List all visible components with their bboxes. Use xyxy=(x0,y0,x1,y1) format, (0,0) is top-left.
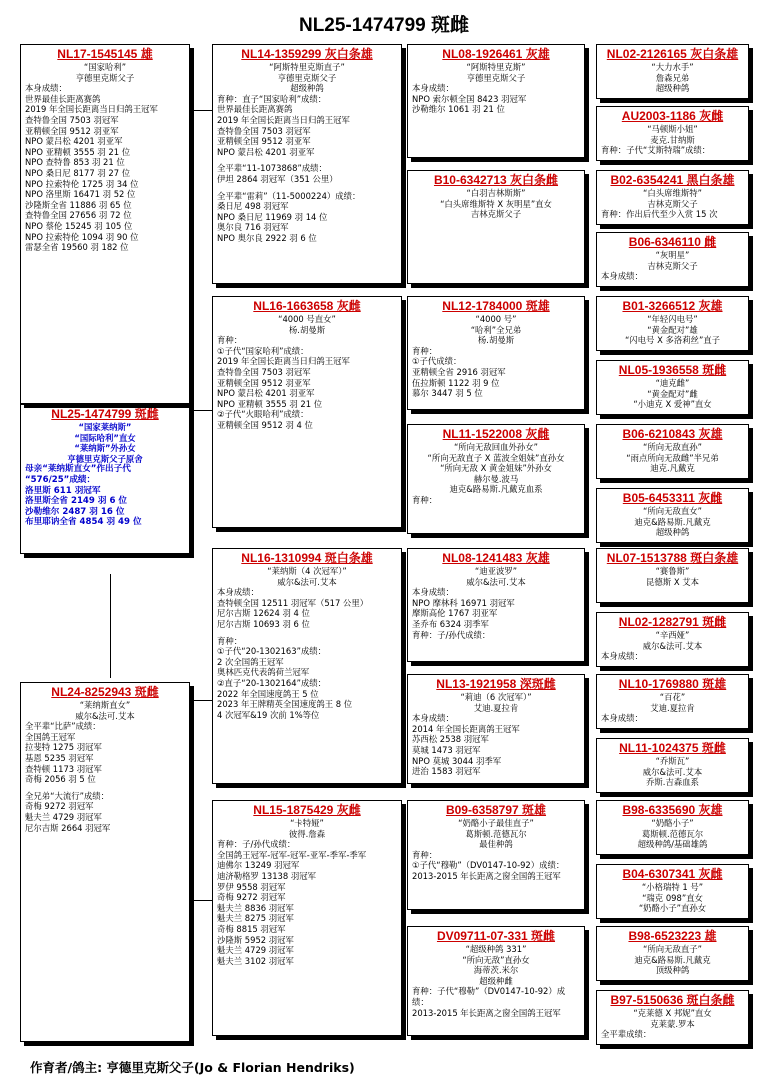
pigeon-card-g2 xyxy=(596,106,749,161)
pigeon-subtitle-line: 亨德里克斯父子 xyxy=(75,72,135,83)
pigeon-subtitle-line: 超级种雌 xyxy=(479,975,513,986)
connector-line xyxy=(110,574,111,678)
pigeon-subtitle-line: 海蒂茨.米尔 xyxy=(473,965,519,976)
pigeon-subtitle-line: “黄金配对”雌 xyxy=(647,388,698,399)
pigeon-card-g1 xyxy=(596,44,749,99)
pigeon-card-g7 xyxy=(596,424,749,479)
pigeon-result-line: 慕尔 3447 羽 5 位 xyxy=(412,388,483,399)
pigeon-subtitle-line: 迪克&路易斯.凡戴克血系 xyxy=(449,484,543,495)
pigeon-result-line: 沙勒维尔 1061 羽 21 位 xyxy=(412,104,505,115)
pigeon-result-line: NPO 索尔顿全国 8423 羽冠军 xyxy=(412,93,527,104)
pigeon-result-line: 育种：直子“国家哈利”成绩： xyxy=(217,93,327,104)
pigeon-result-line: 本身成绩： xyxy=(601,713,643,724)
pigeon-subtitle-line: 杨.胡曼斯 xyxy=(288,324,326,335)
pigeon-subtitle-line: “国家莱纳斯” xyxy=(78,422,132,432)
pigeon-result-line: 奇梅 8815 羽冠军 xyxy=(217,923,286,934)
ring-number-header: NL10-1769880 斑雄 xyxy=(618,677,727,691)
pigeon-card-g12 xyxy=(596,738,749,793)
pigeon-card-ssd xyxy=(407,170,585,284)
pigeon-result-line: 查特鲁全国 27656 羽 72 位 xyxy=(25,210,132,221)
pigeon-result-line: 进治 1583 羽冠军 xyxy=(412,766,481,777)
pigeon-result-line: NPO 拉索特伦 1725 羽 34 位 xyxy=(25,178,139,189)
pigeon-card-ss xyxy=(212,44,402,284)
pigeon-result-line: 拉斐特 1275 羽冠军 xyxy=(25,742,102,753)
pigeon-result-line: 桑日尼 498 羽冠军 xyxy=(217,201,289,212)
ring-number-header: NL02-2126165 灰白条雄 xyxy=(606,47,739,61)
pigeon-subtitle-line: “所向无敌直子 X 蓝波全姐妹”直孙女 xyxy=(427,452,565,463)
pigeon-subtitle-line: “莱纳斯直女” xyxy=(79,700,131,710)
pigeon-subtitle-line: “小迪克 X 爱神”直女 xyxy=(633,399,712,410)
pigeon-result-line: ①子代“20-1302163”成绩： xyxy=(217,646,327,657)
pigeon-result-line: 本身成绩： xyxy=(217,587,259,598)
pigeon-result-line: 育种：子/孙代成绩： xyxy=(412,629,491,640)
pigeon-subtitle-line: 亨德里克斯父子 xyxy=(466,72,526,83)
pigeon-subtitle-line: 威尔&法可.艾本 xyxy=(277,576,337,587)
ring-number-header: NL08-1241483 灰雄 xyxy=(442,551,550,565)
pigeon-result-line: 伍拉斯顿 1122 羽 9 位 xyxy=(412,377,500,388)
pigeon-subtitle-line: “乔斯瓦” xyxy=(655,756,690,766)
connector-line xyxy=(190,410,212,411)
pigeon-result-line: 尼尔吉斯 10693 羽 6 位 xyxy=(217,618,310,629)
pigeon-card-g4 xyxy=(596,232,749,287)
pigeon-result-line: 沙勒维尔 2487 羽 16 位 xyxy=(25,506,125,517)
pigeon-subtitle-line: “大力水手” xyxy=(651,62,694,72)
pigeon-subtitle-line: 麦克.甘纳斯 xyxy=(650,134,695,145)
pigeon-card-dss xyxy=(407,548,585,662)
pigeon-result-line: 奇梅 9272 羽冠军 xyxy=(217,892,286,903)
pigeon-result-line: NPO 桑日尼 11969 羽 14 位 xyxy=(217,211,328,222)
ring-number-header: NL17-1545145 雄 xyxy=(57,47,153,61)
pigeon-subtitle-line: “4000 号直女” xyxy=(278,314,336,324)
breeder-footer: 作育者/鸽主: 亨德里克斯父子(Jo & Florian Hendriks) xyxy=(30,1060,355,1075)
pigeon-subtitle-line: 艾迪.夏拉肯 xyxy=(650,702,695,713)
ring-number-header: NL15-1875429 灰雌 xyxy=(253,803,361,817)
pigeon-result-line: NPO 拉索特伦 1094 羽 90 位 xyxy=(25,231,139,242)
pigeon-result-line: 莫城 1473 羽冠军 xyxy=(412,744,481,755)
pigeon-result-line: NPO 洛里斯 16471 羽 52 位 xyxy=(25,189,136,200)
connector-line xyxy=(190,900,212,901)
ring-number-header: B09-6358797 斑雄 xyxy=(445,803,547,817)
pigeon-result-line: 洛里斯 611 羽冠军 xyxy=(25,485,101,496)
pigeon-subtitle-line: “马顿斯小姐” xyxy=(647,124,698,134)
ring-number-header: AU2003-1186 灰雌 xyxy=(621,109,724,123)
pigeon-result-line: 伊坦 2864 羽冠军（351 公里） xyxy=(217,173,338,184)
pigeon-result-line: NPO 奥尔良 2922 羽 6 位 xyxy=(217,232,317,243)
pigeon-subtitle-line: “阿斯特里克斯” xyxy=(466,62,526,72)
pigeon-result-line: NPO 蔡伦 15245 羽 105 位 xyxy=(25,220,133,231)
pigeon-result-line: 圣乔布 6324 羽季军 xyxy=(412,618,489,629)
pigeon-result-line: 魁夫兰 8275 羽冠军 xyxy=(217,913,294,924)
pigeon-card-g13 xyxy=(596,800,749,855)
ring-number-header: B98-6523223 雄 xyxy=(628,929,717,943)
ring-number-header: B06-6346110 雌 xyxy=(628,235,717,249)
pigeon-subtitle-line: 亨德里克斯父子原舍 xyxy=(67,453,143,464)
ring-number-header: B02-6354241 黑白条雄 xyxy=(610,173,735,187)
pigeon-subtitle-line: “闪电号 X 多洛莉丝”直子 xyxy=(624,335,721,346)
connector-line xyxy=(190,110,212,111)
pigeon-result-line: NPO 查特鲁 853 羽 21 位 xyxy=(25,157,125,168)
pigeon-subtitle-line: 彼得.詹森 xyxy=(288,828,326,839)
ring-number-header: B98-6335690 灰雄 xyxy=(622,803,723,817)
pigeon-subtitle-line: “国家哈利” xyxy=(83,62,127,72)
pigeon-result-line: 罗伊 9558 羽冠军 xyxy=(217,881,286,892)
pigeon-result-line: NPO 亚精顿 3555 羽 21 位 xyxy=(217,398,323,409)
pigeon-result-line: NPO 摩林科 16971 羽冠军 xyxy=(412,597,515,608)
pigeon-card-g11 xyxy=(596,674,749,729)
pigeon-result-line: 本身成绩： xyxy=(601,651,643,662)
pigeon-result-line: 2014 年全国长距离鸽王冠军 xyxy=(412,723,520,734)
pigeon-result-line: 全平辈“比萨”成绩： xyxy=(25,721,101,732)
pigeon-subtitle-line: “奶酪小子最佳直子” xyxy=(458,818,534,828)
pigeon-result-line: 尼尔吉斯 12624 羽 4 位 xyxy=(217,608,310,619)
pigeon-subtitle-line: “白头席维斯特” xyxy=(643,188,702,198)
pigeon-result-line: 4 次冠军&19 次前 1%等位 xyxy=(217,709,320,720)
pigeon-result-line: 亚精顿全国 9512 羽亚军 xyxy=(25,125,119,136)
pigeon-result-line: 沙隆斯 5952 羽冠军 xyxy=(217,934,294,945)
pigeon-result-line: 奥林匹克代表鸽荷兰冠军 xyxy=(217,667,310,678)
pigeon-subtitle-line: “白羽吉林斯斯” xyxy=(466,188,526,198)
pigeon-card-dd xyxy=(212,800,402,1036)
pigeon-subtitle-line: “辛西娅” xyxy=(655,630,690,640)
pigeon-result-line: 查特顿全国 12511 羽冠军（517 公里） xyxy=(217,597,369,608)
pigeon-subtitle-line: 迪克.凡戴克 xyxy=(650,463,695,474)
connector-line xyxy=(190,110,191,230)
pigeon-result-line: 亚精顿全国 9512 羽 4 位 xyxy=(217,419,313,430)
pigeon-subtitle-line: “迪克雌” xyxy=(655,378,690,388)
ring-number-header: NL13-1921958 深斑雌 xyxy=(436,677,556,691)
connector-line xyxy=(190,700,212,701)
pigeon-result-line: 育种： xyxy=(412,849,438,860)
ring-number-header: NL14-1359299 灰白条雄 xyxy=(241,47,373,61)
pigeon-subtitle-line: “百花” xyxy=(659,692,686,702)
pigeon-subtitle-line: “雨点所向无敌雌”半兄弟 xyxy=(626,452,719,463)
pigeon-result-line: 世界最佳长距离赛鸽 xyxy=(217,104,293,115)
pigeon-subtitle-line: “年轻闪电号” xyxy=(647,314,698,324)
pigeon-result-line: 本身成绩： xyxy=(412,713,454,724)
pigeon-subtitle-line: 艾迪.夏拉肯 xyxy=(473,702,519,713)
pigeon-result-line: 2019 年全国长距离当日归鸽王冠军 xyxy=(217,356,350,367)
ring-number-header: NL24-8252943 斑雌 xyxy=(51,685,159,699)
ring-number-header: B05-6453311 灰雌 xyxy=(622,491,723,505)
pigeon-result-line: 育种：作出后代至少入赏 15 次 xyxy=(601,209,718,220)
pigeon-subtitle-line: 迪克&路易斯.凡戴克 xyxy=(634,516,711,527)
pigeon-result-line: 亚精顿全省 2916 羽冠军 xyxy=(412,366,506,377)
pigeon-result-line: 本身成绩： xyxy=(412,83,454,94)
pigeon-result-line: 苏西松 2538 羽冠军 xyxy=(412,734,489,745)
pigeon-subtitle-line: “超级种鸽 331” xyxy=(465,944,527,954)
pigeon-subtitle-line: “灰明星” xyxy=(655,250,690,260)
pigeon-subtitle-line: 克莱蒙.罗本 xyxy=(650,1018,695,1029)
pigeon-result-line: 魁夫兰 3102 羽冠军 xyxy=(217,955,294,966)
pigeon-card-g14 xyxy=(596,864,749,919)
pigeon-subtitle-line: 超级种鸽/基础雄鸽 xyxy=(637,839,708,850)
ring-number-header: NL25-1474799 斑雌 xyxy=(51,407,159,421)
pigeon-result-line: 育种： xyxy=(217,335,243,346)
pigeon-subtitle-line: “所向无敌 X 黄金姐妹”外孙女 xyxy=(440,463,552,474)
pigeon-result-line: 全国鸽王冠军 xyxy=(25,731,76,742)
pigeon-card-g9 xyxy=(596,548,749,603)
ring-number-header: NL07-1513788 斑白条雄 xyxy=(606,551,739,565)
pigeon-subtitle-line: “所向无敌直子” xyxy=(643,944,702,954)
pigeon-subtitle-line: 吉林克斯父子 xyxy=(647,260,698,271)
pigeon-subtitle-line: 詹森兄弟 xyxy=(655,72,690,83)
pigeon-result-line: 育种： xyxy=(412,494,438,505)
pigeon-subtitle-line: 吉林克斯父子 xyxy=(470,209,522,220)
ring-number-header: NL08-1926461 灰雄 xyxy=(442,47,550,61)
pigeon-card-sd xyxy=(212,296,402,528)
pigeon-result-line: 本身成绩： xyxy=(412,587,454,598)
pigeon-result-line: 沙隆斯全省 11886 羽 65 位 xyxy=(25,199,132,210)
pigeon-subtitle-line: 超级种鸽 xyxy=(655,83,690,94)
ring-number-header: NL02-1282791 斑雌 xyxy=(618,615,727,629)
pigeon-result-line: NPO 桑日尼 8177 羽 27 位 xyxy=(25,167,131,178)
pigeon-result-line: 基恩 5235 羽冠军 xyxy=(25,752,94,763)
ring-number-header: NL16-1663658 灰雌 xyxy=(253,299,361,313)
pigeon-result-line: 育种： xyxy=(412,345,438,356)
pigeon-result-line: ①子代成绩： xyxy=(412,356,462,367)
ring-number-header: NL11-1024375 斑雌 xyxy=(619,741,726,755)
pigeon-result-line: 全平辈“11-1073868”成绩： xyxy=(217,163,327,174)
pigeon-subtitle-line: 顶级种鸽 xyxy=(655,965,690,976)
pigeon-subtitle-line: “所向无敌回血外孙女” xyxy=(453,442,539,452)
pigeon-result-line: 奇梅 2056 羽 5 位 xyxy=(25,774,96,785)
pigeon-subtitle-line: “莱纳斯（4 次冠军）” xyxy=(267,566,347,576)
pigeon-subtitle-line: 杨.胡曼斯 xyxy=(477,335,515,346)
pigeon-card-sdd xyxy=(407,424,585,534)
pigeon-subtitle-line: 吉林克斯父子 xyxy=(647,198,698,209)
ring-number-header: B01-3266512 灰雄 xyxy=(622,299,723,313)
pigeon-result-line: ①子代“穆勒”（DV0147-10-92）成绩： xyxy=(412,860,565,871)
pigeon-result-line: 奇梅 9272 羽冠军 xyxy=(25,801,94,812)
pigeon-card-dds xyxy=(407,800,585,910)
pigeon-card-g5 xyxy=(596,296,749,351)
pigeon-subtitle-line: “克莱德 X 邦妮”直女 xyxy=(633,1008,712,1018)
ring-number-header: DV09711-07-331 斑雌 xyxy=(436,929,556,943)
pigeon-subtitle-line: 赫尔曼.波马 xyxy=(473,473,519,484)
pigeon-result-line: 魁夫兰 8836 羽冠军 xyxy=(217,902,294,913)
connector-line xyxy=(190,700,191,900)
pigeon-subtitle-line: 超级种鸽 xyxy=(655,527,690,538)
pigeon-result-line: ①子代“国家哈利”成绩： xyxy=(217,345,309,356)
pigeon-subtitle-line: 昆德斯 X 艾本 xyxy=(646,576,699,587)
pigeon-result-line: 世界最佳长距离赛鸽 xyxy=(25,93,101,104)
pigeon-result-line: 查特鲁全国 7503 羽冠军 xyxy=(217,125,311,136)
pigeon-subtitle-line: “哈利”全兄弟 xyxy=(470,324,522,335)
pigeon-card-subject xyxy=(20,404,190,554)
pigeon-result-line: 育种：子代“穆勒”（DV0147-10-92）成绩： xyxy=(412,986,566,1007)
pigeon-card-g8 xyxy=(596,488,749,543)
pigeon-card-g3 xyxy=(596,170,749,225)
pigeon-subtitle-line: 葛斯顿.范德瓦尔 xyxy=(641,828,704,839)
pigeon-result-line: 2019 年全国长距离当日归鸽王冠军 xyxy=(25,104,158,115)
pigeon-card-g6 xyxy=(596,360,749,415)
pigeon-result-line: 2019 年全国长距离当日归鸽王冠军 xyxy=(217,114,350,125)
pigeon-result-line: 布里耶讷全省 4854 羽 49 位 xyxy=(25,517,142,528)
ring-number-header: B97-5150636 斑白条雌 xyxy=(610,993,735,1007)
pigeon-card-g16 xyxy=(596,990,749,1045)
pigeon-subtitle-line: 超级种鸽 xyxy=(290,83,324,94)
pigeon-result-line: 迪佛尔 13249 羽冠军 xyxy=(217,860,300,871)
pigeon-result-line: 洛里斯全省 2149 羽 6 位 xyxy=(25,496,128,507)
ring-number-header: B10-6342713 灰白条雌 xyxy=(433,173,559,187)
pigeon-result-line: 全国鸽王冠军-冠军-冠军-亚军-季军-季军 xyxy=(217,849,367,860)
pigeon-subtitle-line: “迪亚波罗” xyxy=(474,566,518,576)
ring-number-header: B04-6307341 灰雌 xyxy=(622,867,723,881)
pigeon-subtitle-line: “4000 号” xyxy=(475,314,517,324)
pigeon-subtitle-line: “卡特娅” xyxy=(290,818,324,828)
ring-number-header: NL16-1310994 斑白条雄 xyxy=(241,551,373,565)
pigeon-result-line: 本身成绩： xyxy=(25,83,67,94)
pigeon-subtitle-line: “所向无敌直女” xyxy=(643,506,702,516)
pigeon-subtitle-line: “瑞克 098”直女 xyxy=(642,892,703,903)
pigeon-result-line: 查特鲁全国 7503 羽冠军 xyxy=(217,366,311,377)
pigeon-subtitle-line: “国际哈利”直女 xyxy=(74,432,136,443)
pigeon-result-line: ②子代“火眼哈利”成绩： xyxy=(217,409,309,420)
pigeon-result-line: 全兄弟“大流行”成绩： xyxy=(25,790,110,801)
pigeon-result-line: 奥尔良 716 羽冠军 xyxy=(217,222,289,233)
pigeon-result-line: NPO 蒙吕松 4201 羽亚军 xyxy=(217,388,315,399)
pigeon-result-line: NPO 蒙吕松 4201 羽亚军 xyxy=(217,146,315,157)
ring-number-header: NL05-1936558 斑雌 xyxy=(618,363,727,377)
pigeon-card-sire xyxy=(20,44,190,404)
pigeon-card-ddd xyxy=(407,926,585,1036)
pigeon-result-line: 育种：子/孙代成绩： xyxy=(217,839,296,850)
pigeon-subtitle-line: “奶酪小子”直孙女 xyxy=(638,903,707,914)
pigeon-card-g15 xyxy=(596,926,749,981)
pigeon-subtitle-line: “所向无敌直孙” xyxy=(643,442,702,452)
pigeon-subtitle-line: 最佳种鸽 xyxy=(479,839,513,850)
pigeon-result-line: 全平辈“雷莉”（11-5000224）成绩： xyxy=(217,190,361,201)
pigeon-result-line: 母亲“莱纳斯直女”作出子代 xyxy=(25,464,131,475)
ring-number-header: NL11-1522008 灰雌 xyxy=(442,427,550,441)
pigeon-subtitle-line: “奶酪小子” xyxy=(651,818,694,828)
pigeon-card-dam xyxy=(20,682,190,1042)
pigeon-subtitle-line: 葛斯顿.范德瓦尔 xyxy=(465,828,527,839)
pigeon-subtitle-line: “白头席维斯特 X 灰明星”直女 xyxy=(440,198,552,209)
pigeon-subtitle-line: “阿斯特里克斯直子” xyxy=(269,62,345,72)
pigeon-subtitle-line: “所向无敌”直孙女 xyxy=(462,954,530,965)
pigeon-result-line: 2 次全国鸽王冠军 xyxy=(217,656,284,667)
pigeon-result-line: 育种： xyxy=(217,635,243,646)
pigeon-result-line: 2023 年王牌精英全国速度鸽王 8 位 xyxy=(217,699,353,710)
pigeon-subtitle-line: 威尔&法可.艾本 xyxy=(642,640,703,651)
pigeon-result-line: “576/25”成绩： xyxy=(25,474,96,485)
pigeon-subtitle-line: “赛鲁斯” xyxy=(655,566,690,576)
pigeon-subtitle-line: 亨德里克斯父子 xyxy=(277,72,337,83)
pigeon-card-sds xyxy=(407,296,585,410)
pigeon-result-line: 2022 年全国速度鸽王 5 位 xyxy=(217,688,319,699)
pigeon-result-line: 育种：子代“艾斯特瑞”成绩： xyxy=(601,145,711,156)
pigeon-result-line: NPO 蒙吕松 4201 羽亚军 xyxy=(25,136,123,147)
pigeon-result-line: 迪济勒格罗 13138 羽冠军 xyxy=(217,870,316,881)
pigeon-result-line: 全平辈成绩： xyxy=(601,1029,652,1040)
pigeon-card-g10 xyxy=(596,612,749,667)
page-title: NL25-1474799 斑雌 xyxy=(298,15,470,36)
pigeon-subtitle-line: 威尔&法可.艾本 xyxy=(642,766,703,777)
pigeon-result-line: 魁夫兰 4729 羽冠军 xyxy=(217,945,294,956)
pigeon-result-line: 2013-2015 年长距离之窗全国鸽王冠军 xyxy=(412,870,561,881)
pigeon-subtitle-line: 威尔&法可.艾本 xyxy=(466,576,526,587)
pigeon-result-line: 查特顿 1173 羽冠军 xyxy=(25,763,102,774)
ring-number-header: B06-6210843 灰雄 xyxy=(622,427,723,441)
pigeon-result-line: 尼尔吉斯 2664 羽冠军 xyxy=(25,822,111,833)
pigeon-result-line: 查特鲁全国 7503 羽冠军 xyxy=(25,114,119,125)
pigeon-result-line: NPO 亚精顿 3555 羽 21 位 xyxy=(25,146,131,157)
pigeon-subtitle-line: 威尔&法可.艾本 xyxy=(75,710,135,721)
pigeon-card-dsd xyxy=(407,674,585,784)
pigeon-result-line: 亚精顿全国 9512 羽亚军 xyxy=(217,377,311,388)
pigeon-subtitle-line: “莉迪（6 次冠军）” xyxy=(460,692,532,702)
ring-number-header: NL12-1784000 斑雄 xyxy=(442,299,550,313)
pigeon-result-line: 2013-2015 年长距离之窗全国鸽王冠军 xyxy=(412,1007,561,1018)
pigeon-subtitle-line: “莱纳斯”外孙女 xyxy=(74,443,136,454)
pigeon-result-line: 亚精顿全国 9512 羽亚军 xyxy=(217,136,311,147)
pigeon-subtitle-line: 迪克&路易斯.凡戴克 xyxy=(634,954,711,965)
pigeon-result-line: NPO 莫城 3044 羽季军 xyxy=(412,755,502,766)
pigeon-subtitle-line: “小格瑞特 1 号” xyxy=(641,882,704,892)
pigeon-card-sss xyxy=(407,44,585,158)
pigeon-subtitle-line: “黄金配对”雄 xyxy=(647,324,698,335)
pigeon-result-line: ②直子“20-1302164”成绩： xyxy=(217,677,327,688)
pigeon-card-ds xyxy=(212,548,402,784)
pigeon-result-line: 本身成绩： xyxy=(601,271,643,282)
pigeon-result-line: 雷瑟全省 19560 羽 182 位 xyxy=(25,242,129,253)
pigeon-subtitle-line: 乔斯.吉森血系 xyxy=(646,777,699,788)
pigeon-result-line: 摩斯高伦 1767 羽亚军 xyxy=(412,608,498,619)
pigeon-result-line: 魁夫兰 4729 羽冠军 xyxy=(25,811,102,822)
